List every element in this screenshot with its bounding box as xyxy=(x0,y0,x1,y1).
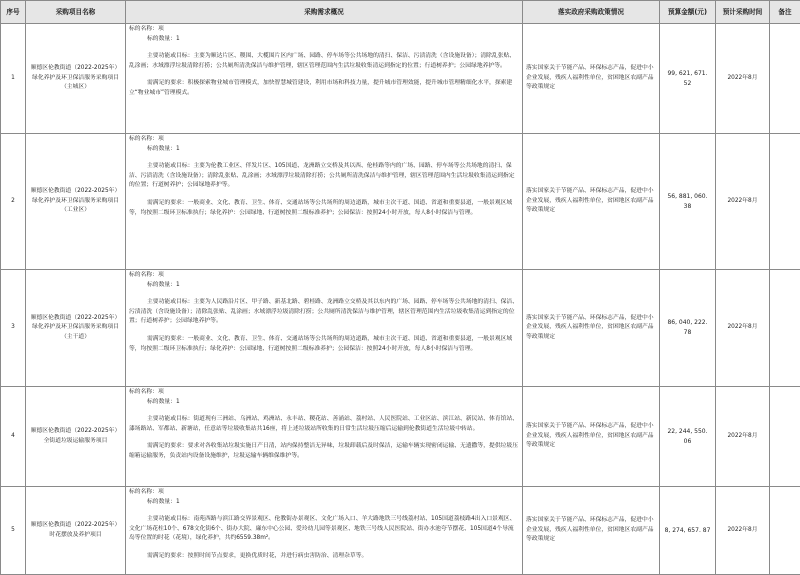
table-row xyxy=(1,270,800,387)
procurement-time: 2022年8月 xyxy=(716,134,770,270)
demand-summary xyxy=(126,134,523,270)
row-number: 1 xyxy=(1,24,26,134)
remark xyxy=(770,134,800,270)
demand-quantity: 标的数量：1 xyxy=(129,35,519,45)
demand-function: 主要功能或目标：主要为顺达片区、稷围、大榄围片区内广场、园路、停车场等公共场地的清扫、保洁、污渍清洗（含设施设备）；清除乱张贴、乱涂画；水域漂浮垃圾清除打捞；公共厕所清洗保洁与维护管理，辖区管理范围内生活垃圾收集清运到指定的位置；行道树养护；公园绿地养护等。 xyxy=(129,52,519,71)
demand-summary xyxy=(126,24,523,134)
budget-amount: 99, 621, 671. 52 xyxy=(660,24,716,134)
policy-text: 落实国家关于节能产品、环保标志产品，促进中小企业发展，残疾人福利性单位，贫困地区农副产品等政策规定 xyxy=(523,270,660,387)
project-name: 顺德区伦教街道（2022-2025年）绿化养护及环卫保洁服务采购项目（主干道） xyxy=(26,270,126,387)
remark xyxy=(770,270,800,387)
header-no: 序号 xyxy=(1,1,26,24)
header-demand: 采购需求概况 xyxy=(126,1,523,24)
row-number: 2 xyxy=(1,134,26,270)
demand-function: 主要功能或目标：街道现有三洲站、乌洲站、鸡洲站、永丰站、稷花站、善涌站、荔村站、人民医院站、工业区站、滨江站、新民站、体育馆站、漆场路站、军都站、新塘站，任意站等垃圾收集站共16座，将上述垃圾站所收集的日常生活垃圾压缩后运输到伦教街道生活垃圾中转站。 xyxy=(129,415,519,434)
remark xyxy=(770,387,800,487)
header-time: 预计采购时间 xyxy=(716,1,770,24)
row-number: 4 xyxy=(1,387,26,487)
demand-function: 主要功能或目标：南苑西路与滨江路交界景观区、伦教街办景观区、文化广场入口、羊大路地铁三号线荔村站、105国道荔枝路4出入口景观区、文化广场花柱10个、678文化街6个、街办大院、廉东中心公园、爱玲幼儿园等景观区、地铁三号线人民医院站、街办水池夸节摆花、105国道4个导流岛等位置的时花（花境），绿化养护，共约6559.38m²。 xyxy=(129,515,519,544)
row-number: 3 xyxy=(1,270,26,387)
project-name: 顺德区伦教街道（2022-2025年）绿化养护及环卫保洁服务采购项目（工业区） xyxy=(26,134,126,270)
project-name: 顺德区伦教街道（2022-2025年）时花摆放及养护项目 xyxy=(26,487,126,575)
header-policy: 落实政府采购政策情况 xyxy=(523,1,660,24)
remark xyxy=(770,487,800,575)
project-name: 顺德区伦教街道（2022-2025年）全街道垃圾运输服务项目 xyxy=(26,387,126,487)
budget-amount: 56, 881, 060. 38 xyxy=(660,134,716,270)
demand-summary xyxy=(126,387,523,487)
demand-requirement: 需满足的要求：要求对各收集站垃圾实施日产日清，站内保持整洁无异味，垃圾卸载后及时保洁，运输车辆实现密闭运输、无遗撒等，提供垃圾压缩箱运输服务，负责站内设备设施维护，垃圾运输车辆维保维护等。 xyxy=(129,442,519,461)
table-row xyxy=(1,387,800,487)
header-note: 备注 xyxy=(770,1,800,24)
row-number: 5 xyxy=(1,487,26,575)
demand-quantity: 标的数量：1 xyxy=(129,498,519,508)
table-row xyxy=(1,134,800,270)
table-row xyxy=(1,487,800,575)
header-name: 采购项目名称 xyxy=(26,1,126,24)
procurement-time: 2022年8月 xyxy=(716,487,770,575)
demand-function: 主要功能或目标：主要为伦教工业区、伴发片区、105国道、龙洲路立交桥及其以西、伦桂路等内的广场、园路、停车场等公共场地的清扫、保洁、污渍清洗（含设施设备）；清除乱张贴、乱涂画；水域漂浮垃圾清除打捞；公共厕所清洗保洁与维护管理，辖区管理范围内生活垃圾收集清运到指定的位置；行道树养护；公园绿地养护等。 xyxy=(129,162,519,191)
header-budget: 预算金额(元) xyxy=(660,1,716,24)
demand-item-name: 标的名称：项 xyxy=(129,271,519,281)
policy-text: 落实国家关于节能产品、环保标志产品，促进中小企业发展，残疾人福利性单位，贫困地区农副产品等政策规定 xyxy=(523,387,660,487)
table-row xyxy=(1,24,800,134)
demand-requirement: 需满足的要求：一般商业、文化、教育、卫生、体育、交通站场等公共场所的周边道路，城市主次干道、国道、省道和重要县道，一般景观区域等，均按照二级环卫标准执行；绿化养护：公园绿地、行道树按照二级标准养护；公园保洁：按照24小时开放，每人8小时保洁与管理。 xyxy=(129,199,519,218)
budget-amount: 86, 040, 222. 78 xyxy=(660,270,716,387)
demand-quantity: 标的数量：1 xyxy=(129,398,519,408)
procurement-time: 2022年8月 xyxy=(716,24,770,134)
demand-quantity: 标的数量：1 xyxy=(129,145,519,155)
procurement-time: 2022年8月 xyxy=(716,387,770,487)
demand-item-name: 标的名称：项 xyxy=(129,388,519,398)
policy-text: 落实国家关于节能产品、环保标志产品，促进中小企业发展，残疾人福利性单位，贫困地区农副产品等政策规定 xyxy=(523,24,660,134)
policy-text: 落实国家关于节能产品、环保标志产品，促进中小企业发展，残疾人福利性单位，贫困地区农副产品等政策规定 xyxy=(523,134,660,270)
table-header-row xyxy=(1,1,800,24)
demand-summary xyxy=(126,270,523,387)
demand-summary xyxy=(126,487,523,575)
demand-item-name: 标的名称：项 xyxy=(129,488,519,498)
budget-amount: 22, 244, 550. 06 xyxy=(660,387,716,487)
demand-requirement: 需满足的要求：积极探索物业城市管理模式，加快智慧城管建设，利用市场和科技力量，提升城市管理效能，提升城市管理精细化水平，探索建立“物业城市”管理模式。 xyxy=(129,79,519,98)
budget-amount: 8, 274, 657. 87 xyxy=(660,487,716,575)
procurement-time: 2022年8月 xyxy=(716,270,770,387)
demand-function: 主要功能或目标：主要为人民路沿片区、甲子路、新基北路、碧桂路、龙洲路立交桥及其以东内的广场、园路、停车场等公共场地的清扫、保洁、污渍清洗（含设施设备）；清除乱张贴、乱涂画；水域漂浮垃圾清除打捞；公共厕所清洗保洁与维护管理，辖区管理范围内生活垃圾收集清运到指定的位置；行道树养护；公园绿地养护等。 xyxy=(129,298,519,327)
demand-requirement: 需满足的要求：一般商业、文化、教育、卫生、体育、交通站场等公共场所的周边道路，城市主次干道、国道、省道和重要县道，一般景观区域等，均按照二级环卫标准执行；绿化养护：公园绿地、行道树按照二级标准养护；公园保洁：按照24小时开放，每人8小时保洁与管理。 xyxy=(129,335,519,354)
demand-item-name: 标的名称：项 xyxy=(129,25,519,35)
policy-text: 落实国家关于节能产品、环保标志产品，促进中小企业发展，残疾人福利性单位，贫困地区农副产品等政策规定 xyxy=(523,487,660,575)
remark xyxy=(770,24,800,134)
demand-requirement: 需满足的要求：按照时间节点要求，更换优质时花，并进行病虫害防治、清理杂草等。 xyxy=(129,552,519,562)
demand-quantity: 标的数量：1 xyxy=(129,281,519,291)
demand-item-name: 标的名称：项 xyxy=(129,135,519,145)
project-name: 顺德区伦教街道（2022-2025年）绿化养护及环卫保洁服务采购项目（主城区） xyxy=(26,24,126,134)
